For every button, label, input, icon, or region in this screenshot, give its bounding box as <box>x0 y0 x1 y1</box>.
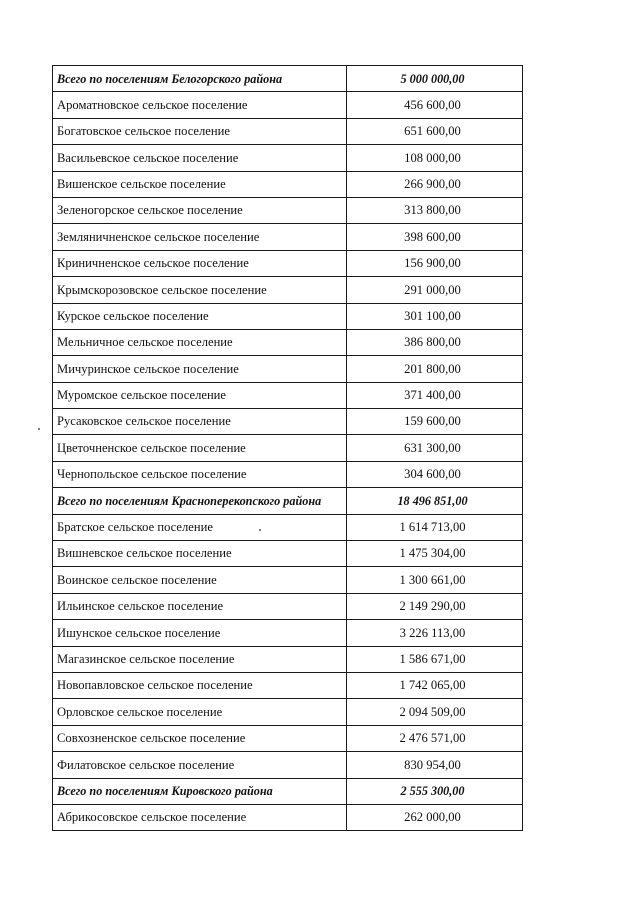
settlement-amount: 108 000,00 <box>347 145 523 171</box>
document-page <box>52 65 522 831</box>
settlement-name: Братское сельское поселение <box>53 514 347 540</box>
settlement-name: Ильинское сельское поселение <box>53 593 347 619</box>
settlement-amount: 2 094 509,00 <box>347 699 523 725</box>
settlement-name: Воинское сельское поселение <box>53 567 347 593</box>
settlement-row <box>53 646 523 672</box>
settlement-amount: 313 800,00 <box>347 197 523 223</box>
settlement-name: Мельничное сельское поселение <box>53 329 347 355</box>
settlement-amount: 301 100,00 <box>347 303 523 329</box>
settlement-name: Абрикосовское сельское поселение <box>53 804 347 830</box>
settlement-name: Богатовское сельское поселение <box>53 118 347 144</box>
settlement-row <box>53 567 523 593</box>
settlement-name: Крымскорозовское сельское поселение <box>53 277 347 303</box>
settlement-row <box>53 303 523 329</box>
settlement-row <box>53 92 523 118</box>
settlement-row <box>53 725 523 751</box>
settlement-row <box>53 541 523 567</box>
settlement-row <box>53 277 523 303</box>
settlement-row <box>53 672 523 698</box>
settlement-name: Новопавловское сельское поселение <box>53 672 347 698</box>
settlement-amount: 156 900,00 <box>347 250 523 276</box>
settlement-row <box>53 145 523 171</box>
settlement-amount: 304 600,00 <box>347 461 523 487</box>
district-total-amount: 5 000 000,00 <box>347 66 523 92</box>
table-body <box>53 66 523 831</box>
settlement-name: Цветочненское сельское поселение <box>53 435 347 461</box>
settlement-row <box>53 224 523 250</box>
district-total-row <box>53 778 523 804</box>
settlement-amount: 651 600,00 <box>347 118 523 144</box>
settlement-name: Магазинское сельское поселение <box>53 646 347 672</box>
settlement-row <box>53 329 523 355</box>
settlement-row <box>53 699 523 725</box>
settlement-amount: 631 300,00 <box>347 435 523 461</box>
settlement-name: Земляничненское сельское поселение <box>53 224 347 250</box>
settlement-row <box>53 593 523 619</box>
settlement-amount: 262 000,00 <box>347 804 523 830</box>
settlement-amount: 371 400,00 <box>347 382 523 408</box>
settlement-amount: 386 800,00 <box>347 329 523 355</box>
settlement-name: Вишневское сельское поселение <box>53 541 347 567</box>
settlement-name: Филатовское сельское поселение <box>53 752 347 778</box>
settlement-name: Курское сельское поселение <box>53 303 347 329</box>
settlement-amount: 456 600,00 <box>347 92 523 118</box>
settlement-row <box>53 250 523 276</box>
settlement-row <box>53 514 523 540</box>
settlement-name: Совхозненское сельское поселение <box>53 725 347 751</box>
settlement-row <box>53 356 523 382</box>
settlement-row <box>53 409 523 435</box>
district-total-label: Всего по поселениям Кировского района <box>53 778 347 804</box>
settlement-row <box>53 171 523 197</box>
settlement-name: Мичуринское сельское поселение <box>53 356 347 382</box>
settlement-name: Криничненское сельское поселение <box>53 250 347 276</box>
settlement-name: Чернопольское сельское поселение <box>53 461 347 487</box>
settlement-amount: 3 226 113,00 <box>347 620 523 646</box>
settlement-row <box>53 197 523 223</box>
settlement-amount: 266 900,00 <box>347 171 523 197</box>
settlement-amount: 1 586 671,00 <box>347 646 523 672</box>
settlement-name: Ароматновское сельское поселение <box>53 92 347 118</box>
settlement-name: Русаковское сельское поселение <box>53 409 347 435</box>
district-total-amount: 2 555 300,00 <box>347 778 523 804</box>
settlements-table <box>52 65 523 831</box>
settlement-amount: 398 600,00 <box>347 224 523 250</box>
settlement-amount: 1 475 304,00 <box>347 541 523 567</box>
settlement-name: Муромское сельское поселение <box>53 382 347 408</box>
district-total-row <box>53 488 523 514</box>
settlement-row <box>53 461 523 487</box>
settlement-name: Васильевское сельское поселение <box>53 145 347 171</box>
settlement-row <box>53 382 523 408</box>
settlement-row <box>53 752 523 778</box>
settlement-name: Ишунское сельское поселение <box>53 620 347 646</box>
settlement-amount: 291 000,00 <box>347 277 523 303</box>
settlement-row <box>53 620 523 646</box>
settlement-row <box>53 118 523 144</box>
scan-speck <box>38 428 40 430</box>
settlement-amount: 2 149 290,00 <box>347 593 523 619</box>
settlement-amount: 1 300 661,00 <box>347 567 523 593</box>
settlement-name: Вишенское сельское поселение <box>53 171 347 197</box>
district-total-label: Всего по поселениям Красноперекопского района <box>53 488 347 514</box>
settlement-amount: 2 476 571,00 <box>347 725 523 751</box>
scan-speck <box>259 529 261 531</box>
district-total-label: Всего по поселениям Белогорского района <box>53 66 347 92</box>
settlement-name: Орловское сельское поселение <box>53 699 347 725</box>
settlement-amount: 830 954,00 <box>347 752 523 778</box>
settlement-row <box>53 804 523 830</box>
settlement-name: Зеленогорское сельское поселение <box>53 197 347 223</box>
settlement-amount: 1 614 713,00 <box>347 514 523 540</box>
settlement-row <box>53 435 523 461</box>
settlement-amount: 201 800,00 <box>347 356 523 382</box>
settlement-amount: 159 600,00 <box>347 409 523 435</box>
district-total-row <box>53 66 523 92</box>
district-total-amount: 18 496 851,00 <box>347 488 523 514</box>
settlement-amount: 1 742 065,00 <box>347 672 523 698</box>
